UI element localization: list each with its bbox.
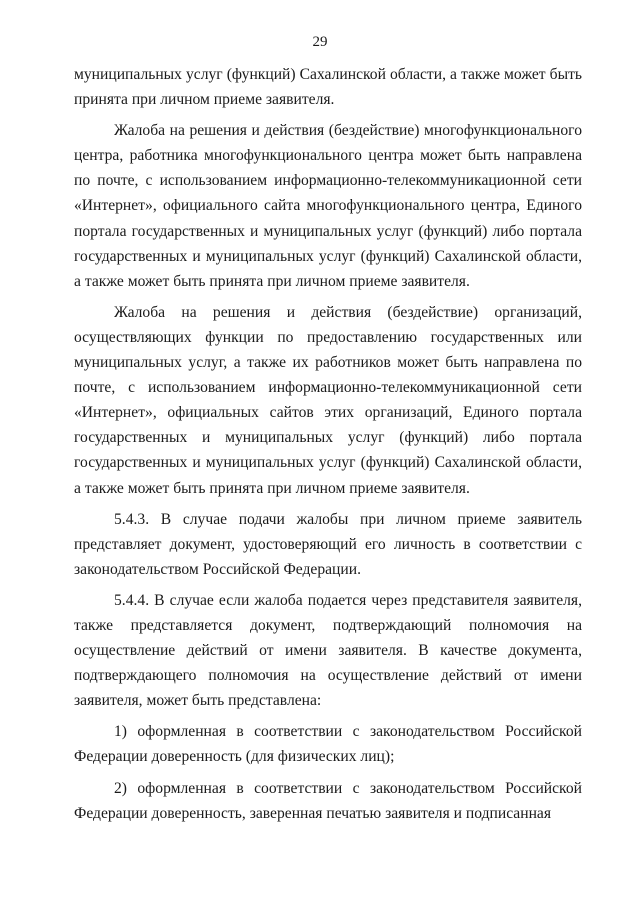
page-number: 29 (312, 34, 328, 50)
paragraph-mfc-complaint: Жалоба на решения и действия (бездействие) многофункционального центра, работника многофункционального центра может быть направлена по почте, с использованием информационно-телекоммуникационной сети «Интернет», официального сайта многофункционального центра, Единого портала государственных и муниципальных услуг (функций) либо портала государственных и муниципальных услуг (функций) Сахалинской области, а также может быть принята при личном приеме заявителя. (74, 122, 582, 290)
paragraph-5-4-4: 5.4.4. В случае если жалоба подается через представителя заявителя, также представляется документ, подтверждающий полномочия на осуществление действий от имени заявителя. В качестве документа, подтверждающего полномочия на осуществление действий от имени заявителя, может быть представлена: (74, 591, 582, 710)
paragraph-5-4-3: 5.4.3. В случае подачи жалобы при личном приеме заявитель представляет документ, удостоверяющий его личность в соответствии с законодательством Российской Федерации. (74, 510, 582, 578)
paragraph-continuation: муниципальных услуг (функций) Сахалинской области, а также может быть принята при личном приеме заявителя. (74, 66, 582, 109)
paragraph-organizations-complaint: Жалоба на решения и действия (бездействие) организаций, осуществляющих функции по предоставлению государственных или муниципальных услуг, а также их работников может быть направлена по почте, с использованием информационно-телекоммуникационной сети «Интернет», официальных сайтов этих организаций, Единого портала государственных и муниципальных услуг (функций) либо портала государственных и муниципальных услуг (функций) Сахалинской области, а также может быть принята при личном приеме заявителя. (74, 303, 582, 497)
list-item-1: 1) оформленная в соответствии с законодательством Российской Федерации доверенность (для физических лиц); (74, 723, 582, 766)
document-body (74, 62, 582, 826)
list-item-2: 2) оформленная в соответствии с законодательством Российской Федерации доверенность, заверенная печатью заявителя и подписанная (74, 779, 582, 822)
